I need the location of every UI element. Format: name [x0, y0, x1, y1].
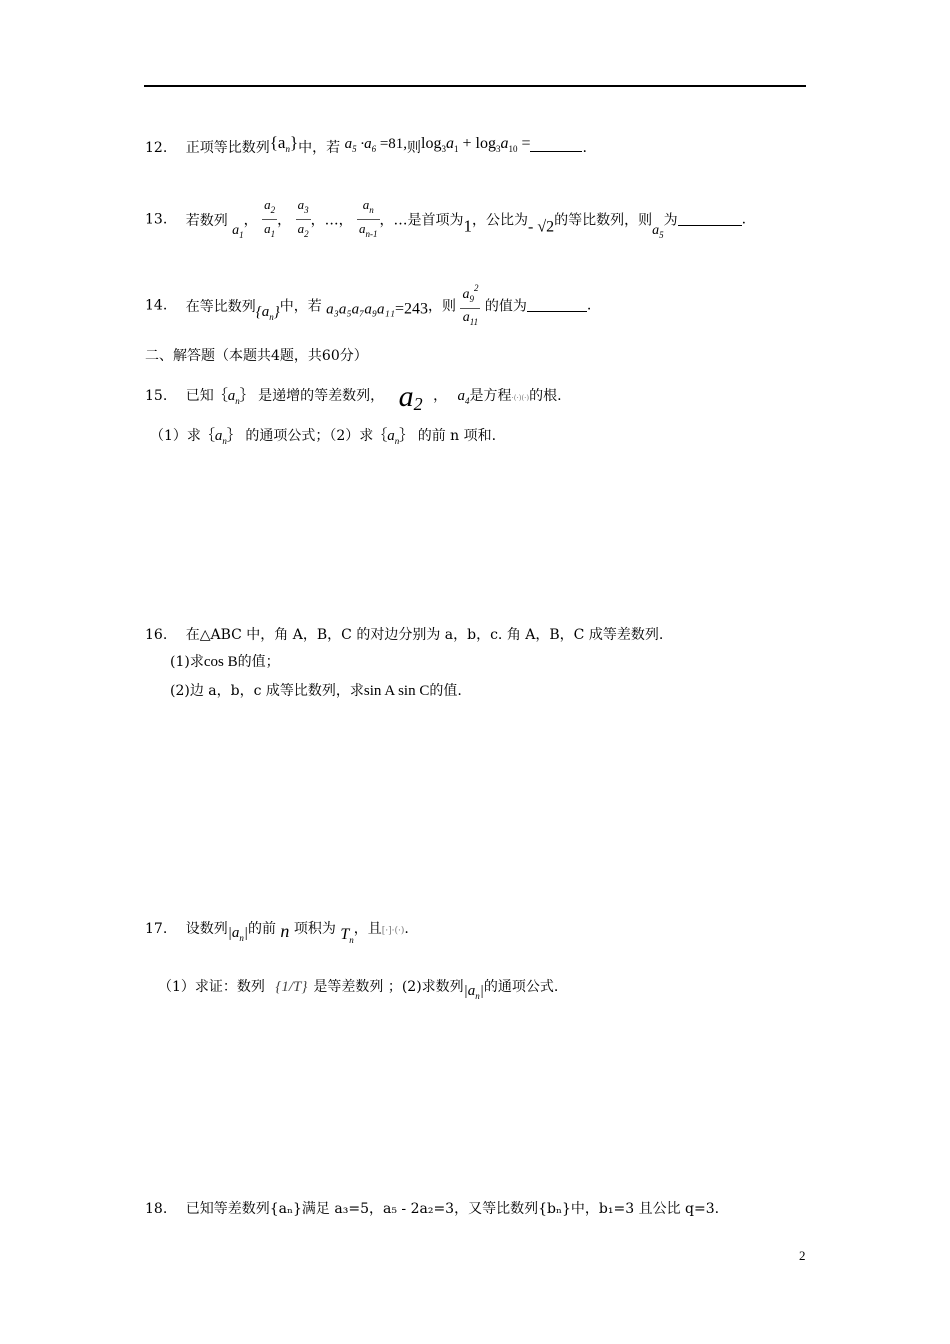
q12-expr-a10-sub: 10: [508, 144, 518, 154]
q15-p2-seq: a: [387, 428, 395, 444]
q12-a6: ·a: [360, 136, 372, 152]
q17-part2-text: 的通项公式.: [483, 979, 559, 995]
question-number: 18.: [145, 1201, 168, 1217]
q15-part2-text: ｝ 的前 n 项和.: [399, 428, 497, 444]
q15-text3: 是方程: [469, 388, 512, 404]
question-14: 14. 在等比数列$\{a_n\}$中，若 a₃a₅a₇a₉a₁₁=243，则 $\frac{a_9^2}{a_{11}}$ 的值为 .: [145, 280, 591, 331]
q12-text2: 中，若: [298, 140, 341, 156]
q12-a6-sub: 6: [371, 144, 377, 154]
q16-p1-text: (1)求: [170, 654, 204, 670]
q13-dots: ，…，: [310, 212, 353, 229]
q12-expr-eq: =: [521, 135, 531, 152]
q17-end: .: [404, 921, 409, 937]
q15-a2: a: [398, 380, 414, 413]
q14-frac-den-sub: 11: [469, 317, 479, 327]
q13-f1-den: a: [264, 221, 271, 236]
q13-f1-den-sub: 1: [270, 229, 276, 239]
q14-condition: a₃a₅a₇a₉a₁₁: [326, 301, 395, 318]
q15-equation-image: ·(·)(·): [511, 394, 530, 402]
page-number: 2: [799, 1248, 806, 1263]
question-18: [145, 1198, 719, 1218]
q13-sep: ，: [243, 212, 258, 229]
q14-frac-num-sub: 9: [469, 294, 474, 304]
q13-f2-den: a: [297, 221, 305, 236]
question-number: 12.: [145, 140, 168, 156]
section-heading: 二、解答题（本题共4题，共60分）: [145, 348, 368, 364]
q16-text: 在△ABC 中，角 A，B，C 的对边分别为 a，b，c. 角 A，B，C 成等差数列.: [185, 627, 664, 643]
answer-blank[interactable]: [530, 139, 582, 152]
q12-a5: a: [344, 136, 353, 152]
q14-text2: 中，若: [279, 298, 322, 315]
q13-first-term: 1: [463, 216, 473, 236]
q15-text2: ｝ 是递增的等差数列，: [239, 388, 385, 404]
q14-seq-sub: n: [269, 311, 274, 322]
q15-p1-seq-sub: n: [222, 436, 227, 446]
question-number: 14.: [145, 297, 168, 314]
q15-part1: （1）求｛: [150, 428, 215, 444]
q13-end: .: [741, 211, 747, 228]
q13-f2-num: a: [297, 197, 305, 212]
q14-text: 在等比数列: [185, 298, 256, 315]
q13-f1-num: a: [264, 197, 271, 212]
q14-fraction: [460, 280, 480, 331]
q12-expr-a1-sub: 1: [453, 144, 459, 154]
question-13: [145, 196, 746, 243]
q16-p2-end: 的值.: [429, 683, 462, 699]
q13-text2: ，…是首项为: [379, 212, 464, 229]
question-16-part2: [170, 680, 462, 700]
q18-text: 已知等差数列{aₙ}满足 a₃=5，a₅ - 2a₂=3，又等比数列{bₙ}中，b₁=3 且公比 q=3.: [185, 1201, 720, 1217]
q15-a2-sub: 2: [413, 394, 423, 414]
q17-text4: ，且: [353, 921, 382, 937]
q12-log: log: [421, 135, 442, 152]
q12-text3: 则: [407, 140, 422, 156]
q15-comma: ，: [433, 388, 448, 404]
q15-part2: ｝ 的通项公式；（2）求｛: [226, 428, 388, 444]
q15-text4: 的根.: [529, 388, 562, 404]
q13-ratio: - √2: [528, 218, 555, 236]
q12-log-base: 3: [441, 144, 446, 154]
question-12: [145, 133, 587, 157]
q12-seq-close: }: [289, 133, 299, 152]
header-rule: [144, 85, 806, 87]
q13-sep2: ，: [277, 212, 292, 229]
question-number: 16.: [145, 627, 168, 643]
q17-reciprocal-T: {1/T}: [275, 979, 308, 995]
q13-f1-num-sub: 2: [270, 205, 276, 215]
q13-text5: 为: [663, 212, 678, 229]
q13-fraction-2: [296, 196, 311, 243]
q15-text: 已知｛: [185, 388, 228, 404]
q13-f3-den: a: [359, 221, 366, 236]
q17-p2-seq-sub: n: [475, 991, 480, 1001]
q13-fraction-1: [262, 196, 277, 243]
q17-p2-seq: a: [467, 983, 476, 999]
q17-text: 设数列: [185, 921, 228, 937]
q13-f3-den-sub: n-1: [365, 229, 378, 239]
q14-end: .: [586, 297, 592, 314]
q16-p1-end: 的值；: [237, 654, 280, 670]
q13-fraction-3: [357, 196, 380, 243]
q15-a4-sub: 4: [465, 396, 470, 406]
question-17-parts: （1）求证：数列 {1/T} 是等差数列 ；(2)求数列$|a_n|$的通项公式.: [158, 979, 559, 1001]
q15-a4: a: [457, 388, 466, 404]
q15-seq-sub: n: [235, 396, 240, 406]
q12-a5-sub: 5: [352, 144, 357, 154]
q17-part1: （1）求证：数列: [158, 979, 265, 995]
q14-frac-num-sup: 2: [473, 283, 479, 293]
q12-log-base2: 3: [495, 144, 501, 154]
q14-frac-num: a: [462, 287, 470, 302]
q13-text: 若数列: [185, 212, 228, 229]
q14-seq: a: [261, 303, 270, 320]
q13-text3: ，公比为: [472, 212, 529, 229]
q12-seq: {a: [269, 133, 286, 152]
q14-condition-eq: =243: [394, 300, 428, 318]
question-15-parts: [150, 425, 496, 446]
answer-blank[interactable]: [527, 299, 587, 312]
question-17: 17. 设数列$|a_n|$的前 n 项积为 $T_n$，且[·]·(·).: [145, 921, 409, 945]
q16-p2-math: sin A sin C: [363, 683, 430, 699]
question-15: [145, 380, 562, 415]
question-number: 17.: [145, 921, 168, 937]
q17-text2: 的前: [247, 921, 276, 937]
q13-a1: a: [232, 222, 240, 238]
q13-a5: a: [652, 222, 660, 238]
answer-blank[interactable]: [678, 213, 742, 226]
q17-seq-sub: n: [239, 933, 244, 943]
q14-text3: ，则: [428, 298, 456, 315]
question-16: [145, 624, 663, 644]
q16-p2-text: (2)边 a，b，c 成等比数列，求: [170, 683, 364, 699]
question-number: 15.: [145, 388, 168, 404]
q16-p1-math: cos B: [203, 654, 238, 670]
q15-p2-seq-sub: n: [394, 436, 400, 446]
q12-text: 正项等比数列: [185, 140, 270, 156]
q17-part2: 是等差数列 ；(2)求数列: [313, 979, 464, 995]
q17-seq: a: [231, 925, 240, 941]
q12-expr-a1: a: [445, 135, 454, 152]
q15-seq: a: [227, 388, 236, 404]
q13-a1-sub: 1: [239, 229, 244, 240]
q13-f3-num: a: [362, 197, 370, 212]
q13-a5-sub: 5: [659, 229, 664, 240]
q13-f3-num-sub: n: [369, 205, 374, 215]
q14-frac-den: a: [462, 310, 470, 325]
q12-eq: =81,: [379, 136, 408, 152]
q13-f2-den-sub: 2: [304, 229, 309, 239]
q15-p1-seq: a: [214, 428, 223, 444]
question-number: 13.: [145, 211, 168, 228]
q12-plus-log: + log: [462, 135, 496, 152]
q17-T-sub: n: [349, 935, 354, 945]
q17-n: n: [280, 921, 290, 941]
q17-condition-image: [·]·(·): [381, 926, 405, 936]
q12-end: .: [582, 140, 587, 156]
question-16-part1: [170, 651, 280, 671]
q12-seq-sub: n: [285, 144, 290, 154]
q17-T: T: [340, 926, 350, 943]
q17-text3: 项积为: [293, 921, 336, 937]
q12-expr-a10: a: [500, 135, 509, 152]
q14-text4: 的值为: [484, 298, 527, 315]
q17-p1-seq: 1/T: [281, 979, 302, 995]
q13-text4: 的等比数列，则: [554, 212, 653, 229]
q13-f2-num-sub: 3: [304, 205, 309, 215]
